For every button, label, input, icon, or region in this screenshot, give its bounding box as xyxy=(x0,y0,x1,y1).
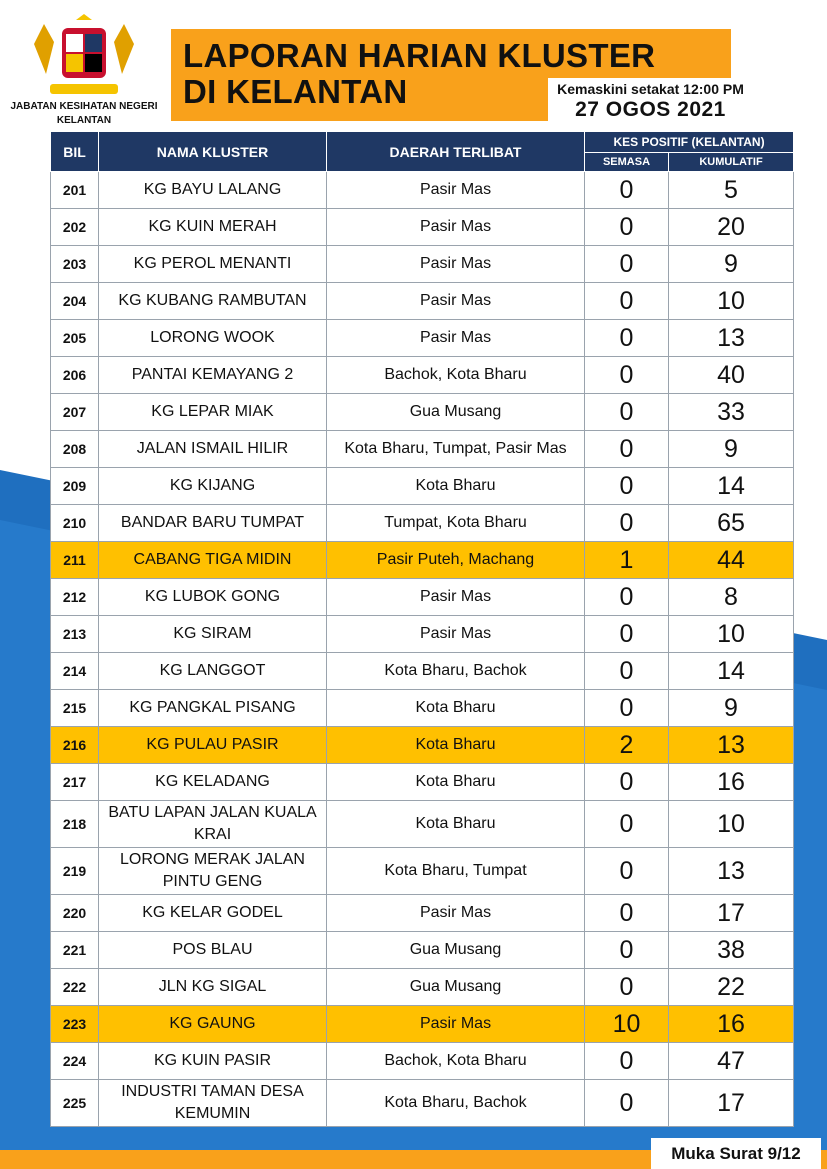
cell-kumulatif: 13 xyxy=(669,848,794,895)
cell-kumulatif: 13 xyxy=(669,727,794,764)
cell-semasa: 0 xyxy=(585,172,669,209)
table-row xyxy=(51,394,794,431)
table-row xyxy=(51,320,794,357)
cell-daerah: Kota Bharu xyxy=(327,690,585,727)
table-row xyxy=(51,895,794,932)
cell-nama-kluster: KG PANGKAL PISANG xyxy=(99,690,327,727)
cell-nama-kluster: JALAN ISMAIL HILIR xyxy=(99,431,327,468)
table-row xyxy=(51,505,794,542)
cell-semasa: 0 xyxy=(585,616,669,653)
cell-bil: 213 xyxy=(51,616,99,653)
header-semasa: SEMASA xyxy=(585,153,669,172)
cell-daerah: Gua Musang xyxy=(327,932,585,969)
cell-kumulatif: 10 xyxy=(669,801,794,848)
cell-bil: 215 xyxy=(51,690,99,727)
table-row xyxy=(51,579,794,616)
cell-daerah: Pasir Mas xyxy=(327,209,585,246)
cell-daerah: Kota Bharu, Bachok xyxy=(327,653,585,690)
cell-semasa: 0 xyxy=(585,801,669,848)
cell-nama-kluster: KG KELAR GODEL xyxy=(99,895,327,932)
cell-daerah: Pasir Mas xyxy=(327,1006,585,1043)
cell-nama-kluster: POS BLAU xyxy=(99,932,327,969)
table-row xyxy=(51,542,794,579)
cell-nama-kluster: BANDAR BARU TUMPAT xyxy=(99,505,327,542)
cell-daerah: Kota Bharu xyxy=(327,764,585,801)
cell-daerah: Pasir Mas xyxy=(327,895,585,932)
cell-bil: 214 xyxy=(51,653,99,690)
cell-semasa: 0 xyxy=(585,209,669,246)
cell-nama-kluster: KG KIJANG xyxy=(99,468,327,505)
cell-nama-kluster: BATU LAPAN JALAN KUALA KRAI xyxy=(99,801,327,848)
header-kumulatif: KUMULATIF xyxy=(669,153,794,172)
page-number: Muka Surat 9/12 xyxy=(651,1138,821,1169)
cell-bil: 216 xyxy=(51,727,99,764)
cell-bil: 208 xyxy=(51,431,99,468)
cell-kumulatif: 13 xyxy=(669,320,794,357)
cell-bil: 211 xyxy=(51,542,99,579)
title-line-2: DI KELANTAN xyxy=(183,73,408,110)
cell-kumulatif: 8 xyxy=(669,579,794,616)
cell-daerah: Pasir Mas xyxy=(327,579,585,616)
cell-kumulatif: 44 xyxy=(669,542,794,579)
cell-semasa: 0 xyxy=(585,579,669,616)
cell-daerah: Gua Musang xyxy=(327,969,585,1006)
cell-nama-kluster: KG KUBANG RAMBUTAN xyxy=(99,283,327,320)
cell-bil: 209 xyxy=(51,468,99,505)
cell-kumulatif: 33 xyxy=(669,394,794,431)
cell-semasa: 0 xyxy=(585,320,669,357)
cell-daerah: Kota Bharu, Bachok xyxy=(327,1080,585,1127)
cell-nama-kluster: JLN KG SIGAL xyxy=(99,969,327,1006)
table-row xyxy=(51,209,794,246)
cell-kumulatif: 17 xyxy=(669,1080,794,1127)
table-row xyxy=(51,1006,794,1043)
cell-daerah: Pasir Mas xyxy=(327,172,585,209)
cell-daerah: Pasir Mas xyxy=(327,320,585,357)
cell-semasa: 0 xyxy=(585,764,669,801)
cell-nama-kluster: KG GAUNG xyxy=(99,1006,327,1043)
cluster-table xyxy=(50,131,794,1127)
cell-semasa: 0 xyxy=(585,1043,669,1080)
cell-bil: 224 xyxy=(51,1043,99,1080)
cell-semasa: 0 xyxy=(585,690,669,727)
cell-bil: 204 xyxy=(51,283,99,320)
cell-nama-kluster: KG KELADANG xyxy=(99,764,327,801)
cell-bil: 212 xyxy=(51,579,99,616)
cell-daerah: Kota Bharu xyxy=(327,468,585,505)
table-row xyxy=(51,727,794,764)
cell-daerah: Bachok, Kota Bharu xyxy=(327,1043,585,1080)
cell-kumulatif: 10 xyxy=(669,283,794,320)
table-row xyxy=(51,616,794,653)
department-name: JABATAN KESIHATAN NEGERI KELANTAN xyxy=(10,101,158,126)
cell-semasa: 0 xyxy=(585,431,669,468)
cell-bil: 203 xyxy=(51,246,99,283)
cell-bil: 201 xyxy=(51,172,99,209)
cell-kumulatif: 9 xyxy=(669,690,794,727)
cell-semasa: 0 xyxy=(585,1080,669,1127)
update-date: 27 OGOS 2021 xyxy=(575,98,726,121)
table-row xyxy=(51,848,794,895)
cell-semasa: 10 xyxy=(585,1006,669,1043)
cell-daerah: Kota Bharu xyxy=(327,801,585,848)
cell-daerah: Kota Bharu xyxy=(327,727,585,764)
update-label: Kemaskini setakat 12:00 PM xyxy=(557,81,744,97)
coat-of-arms-logo xyxy=(26,14,142,100)
table-row xyxy=(51,468,794,505)
table-row xyxy=(51,653,794,690)
cell-kumulatif: 16 xyxy=(669,764,794,801)
cell-nama-kluster: KG LUBOK GONG xyxy=(99,579,327,616)
update-info xyxy=(548,78,753,126)
cell-semasa: 0 xyxy=(585,394,669,431)
header-bil: BIL xyxy=(51,132,99,172)
cell-kumulatif: 22 xyxy=(669,969,794,1006)
cell-kumulatif: 9 xyxy=(669,246,794,283)
cell-kumulatif: 16 xyxy=(669,1006,794,1043)
cell-daerah: Pasir Mas xyxy=(327,283,585,320)
cell-daerah: Pasir Puteh, Machang xyxy=(327,542,585,579)
cell-kumulatif: 5 xyxy=(669,172,794,209)
cell-bil: 217 xyxy=(51,764,99,801)
cell-bil: 222 xyxy=(51,969,99,1006)
cell-semasa: 0 xyxy=(585,246,669,283)
cell-daerah: Gua Musang xyxy=(327,394,585,431)
cell-nama-kluster: INDUSTRI TAMAN DESA KEMUMIN xyxy=(99,1080,327,1127)
cell-bil: 218 xyxy=(51,801,99,848)
table-body xyxy=(51,172,794,1127)
cell-kumulatif: 10 xyxy=(669,616,794,653)
cell-kumulatif: 47 xyxy=(669,1043,794,1080)
cell-nama-kluster: PANTAI KEMAYANG 2 xyxy=(99,357,327,394)
table-row xyxy=(51,172,794,209)
cell-bil: 225 xyxy=(51,1080,99,1127)
table-row xyxy=(51,801,794,848)
table-row xyxy=(51,1080,794,1127)
cell-bil: 221 xyxy=(51,932,99,969)
cell-nama-kluster: KG KUIN PASIR xyxy=(99,1043,327,1080)
cell-daerah: Kota Bharu, Tumpat, Pasir Mas xyxy=(327,431,585,468)
cell-nama-kluster: LORONG WOOK xyxy=(99,320,327,357)
cell-bil: 220 xyxy=(51,895,99,932)
cell-nama-kluster: KG BAYU LALANG xyxy=(99,172,327,209)
cell-kumulatif: 40 xyxy=(669,357,794,394)
cell-bil: 206 xyxy=(51,357,99,394)
cell-bil: 205 xyxy=(51,320,99,357)
cell-nama-kluster: KG PEROL MENANTI xyxy=(99,246,327,283)
table-row xyxy=(51,431,794,468)
cell-nama-kluster: CABANG TIGA MIDIN xyxy=(99,542,327,579)
table-row xyxy=(51,969,794,1006)
table-row xyxy=(51,764,794,801)
cell-nama-kluster: KG LANGGOT xyxy=(99,653,327,690)
cell-bil: 207 xyxy=(51,394,99,431)
cell-semasa: 0 xyxy=(585,505,669,542)
cell-nama-kluster: KG LEPAR MIAK xyxy=(99,394,327,431)
header-daerah-terlibat: DAERAH TERLIBAT xyxy=(327,132,585,172)
header-nama-kluster: NAMA KLUSTER xyxy=(99,132,327,172)
cell-semasa: 0 xyxy=(585,283,669,320)
cell-kumulatif: 14 xyxy=(669,468,794,505)
title-line-1: LAPORAN HARIAN KLUSTER xyxy=(183,37,656,74)
cell-semasa: 0 xyxy=(585,895,669,932)
cell-bil: 210 xyxy=(51,505,99,542)
cell-kumulatif: 65 xyxy=(669,505,794,542)
cell-daerah: Pasir Mas xyxy=(327,246,585,283)
cell-daerah: Kota Bharu, Tumpat xyxy=(327,848,585,895)
cell-kumulatif: 14 xyxy=(669,653,794,690)
cell-semasa: 2 xyxy=(585,727,669,764)
cell-bil: 219 xyxy=(51,848,99,895)
table-row xyxy=(51,690,794,727)
cell-kumulatif: 17 xyxy=(669,895,794,932)
cell-kumulatif: 9 xyxy=(669,431,794,468)
cell-semasa: 0 xyxy=(585,932,669,969)
table-row xyxy=(51,932,794,969)
cell-daerah: Bachok, Kota Bharu xyxy=(327,357,585,394)
table-row xyxy=(51,283,794,320)
cell-daerah: Pasir Mas xyxy=(327,616,585,653)
cell-semasa: 0 xyxy=(585,848,669,895)
table-row xyxy=(51,246,794,283)
cell-kumulatif: 20 xyxy=(669,209,794,246)
cell-bil: 223 xyxy=(51,1006,99,1043)
header-kes-positif: KES POSITIF (KELANTAN) xyxy=(585,132,794,153)
cell-bil: 202 xyxy=(51,209,99,246)
cell-semasa: 1 xyxy=(585,542,669,579)
cell-semasa: 0 xyxy=(585,357,669,394)
cell-nama-kluster: KG PULAU PASIR xyxy=(99,727,327,764)
cell-nama-kluster: KG KUIN MERAH xyxy=(99,209,327,246)
cell-semasa: 0 xyxy=(585,969,669,1006)
cell-daerah: Tumpat, Kota Bharu xyxy=(327,505,585,542)
cell-nama-kluster: LORONG MERAK JALAN PINTU GENG xyxy=(99,848,327,895)
table-row xyxy=(51,1043,794,1080)
table-row xyxy=(51,357,794,394)
cell-semasa: 0 xyxy=(585,653,669,690)
cell-nama-kluster: KG SIRAM xyxy=(99,616,327,653)
cell-kumulatif: 38 xyxy=(669,932,794,969)
cell-semasa: 0 xyxy=(585,468,669,505)
